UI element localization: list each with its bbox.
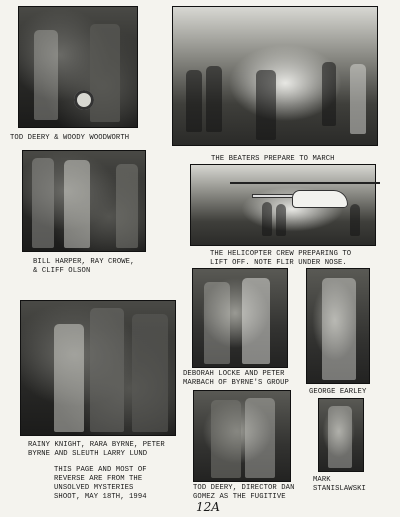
person-figure: [116, 164, 138, 248]
caption-deery-woodworth: TOD DEERY & WOODY WOODWORTH: [10, 134, 130, 142]
photo-george-earley: [306, 268, 370, 384]
photo-knight-byrne-lund: [20, 300, 176, 436]
photo-locke-marbach: [192, 268, 288, 368]
caption-locke-marbach: DEBORAH LOCKE AND PETER MARBACH OF BYRNE'S GROUP: [183, 370, 289, 387]
page-number: 12A: [196, 500, 220, 514]
person-figure: [204, 282, 230, 364]
person-figure: [90, 308, 124, 432]
caption-deery-gomez: TOD DEERY, DIRECTOR DAN GOMEZ AS THE FUGITIVE: [193, 484, 295, 501]
person-figure: [350, 64, 366, 134]
person-figure: [132, 314, 168, 432]
person-figure: [242, 278, 270, 364]
caption-beaters: THE BEATERS PREPARE TO MARCH: [211, 155, 335, 163]
caption-helicopter: THE HELICOPTER CREW PREPARING TO LIFT OFF. NOTE FLIR UNDER NOSE.: [210, 250, 352, 267]
helicopter-body: [292, 190, 348, 208]
person-figure: [34, 30, 58, 120]
wheel-shape: [74, 90, 94, 110]
person-figure: [262, 202, 272, 236]
caption-shoot-note: THIS PAGE AND MOST OF REVERSE ARE FROM THE UNSOLVED MYSTERIES SHOOT, MAY 18TH, 1994: [54, 466, 147, 501]
person-figure: [90, 24, 120, 122]
person-figure: [54, 324, 84, 432]
person-figure: [276, 204, 286, 236]
photo-helicopter: [190, 164, 376, 246]
caption-knight-byrne-lund: RAINY KNIGHT, RARA BYRNE, PETER BYRNE AND SLEUTH LARRY LUND: [28, 441, 165, 458]
helicopter-rotor: [230, 182, 380, 184]
caption-george-earley: GEORGE EARLEY: [309, 388, 367, 396]
person-figure: [328, 406, 352, 468]
person-figure: [350, 204, 360, 236]
photo-deery-gomez: [193, 390, 291, 482]
person-figure: [211, 400, 241, 478]
person-figure: [206, 66, 222, 132]
photo-deery-woodworth: [18, 6, 138, 128]
person-figure: [186, 70, 202, 132]
person-figure: [322, 62, 336, 126]
caption-harper-crowe-olson: BILL HARPER, RAY CROWE, & CLIFF OLSON: [33, 258, 135, 275]
helicopter-tail: [252, 194, 294, 198]
photo-harper-crowe-olson: [22, 150, 146, 252]
photo-beaters: [172, 6, 378, 146]
photo-mark-stanislawski: [318, 398, 364, 472]
person-figure: [322, 278, 356, 380]
person-figure: [245, 398, 275, 478]
person-figure: [64, 160, 90, 248]
caption-mark-stanislawski: MARK STANISLAWSKI: [313, 476, 366, 493]
person-figure: [32, 158, 54, 248]
person-figure: [256, 70, 276, 140]
